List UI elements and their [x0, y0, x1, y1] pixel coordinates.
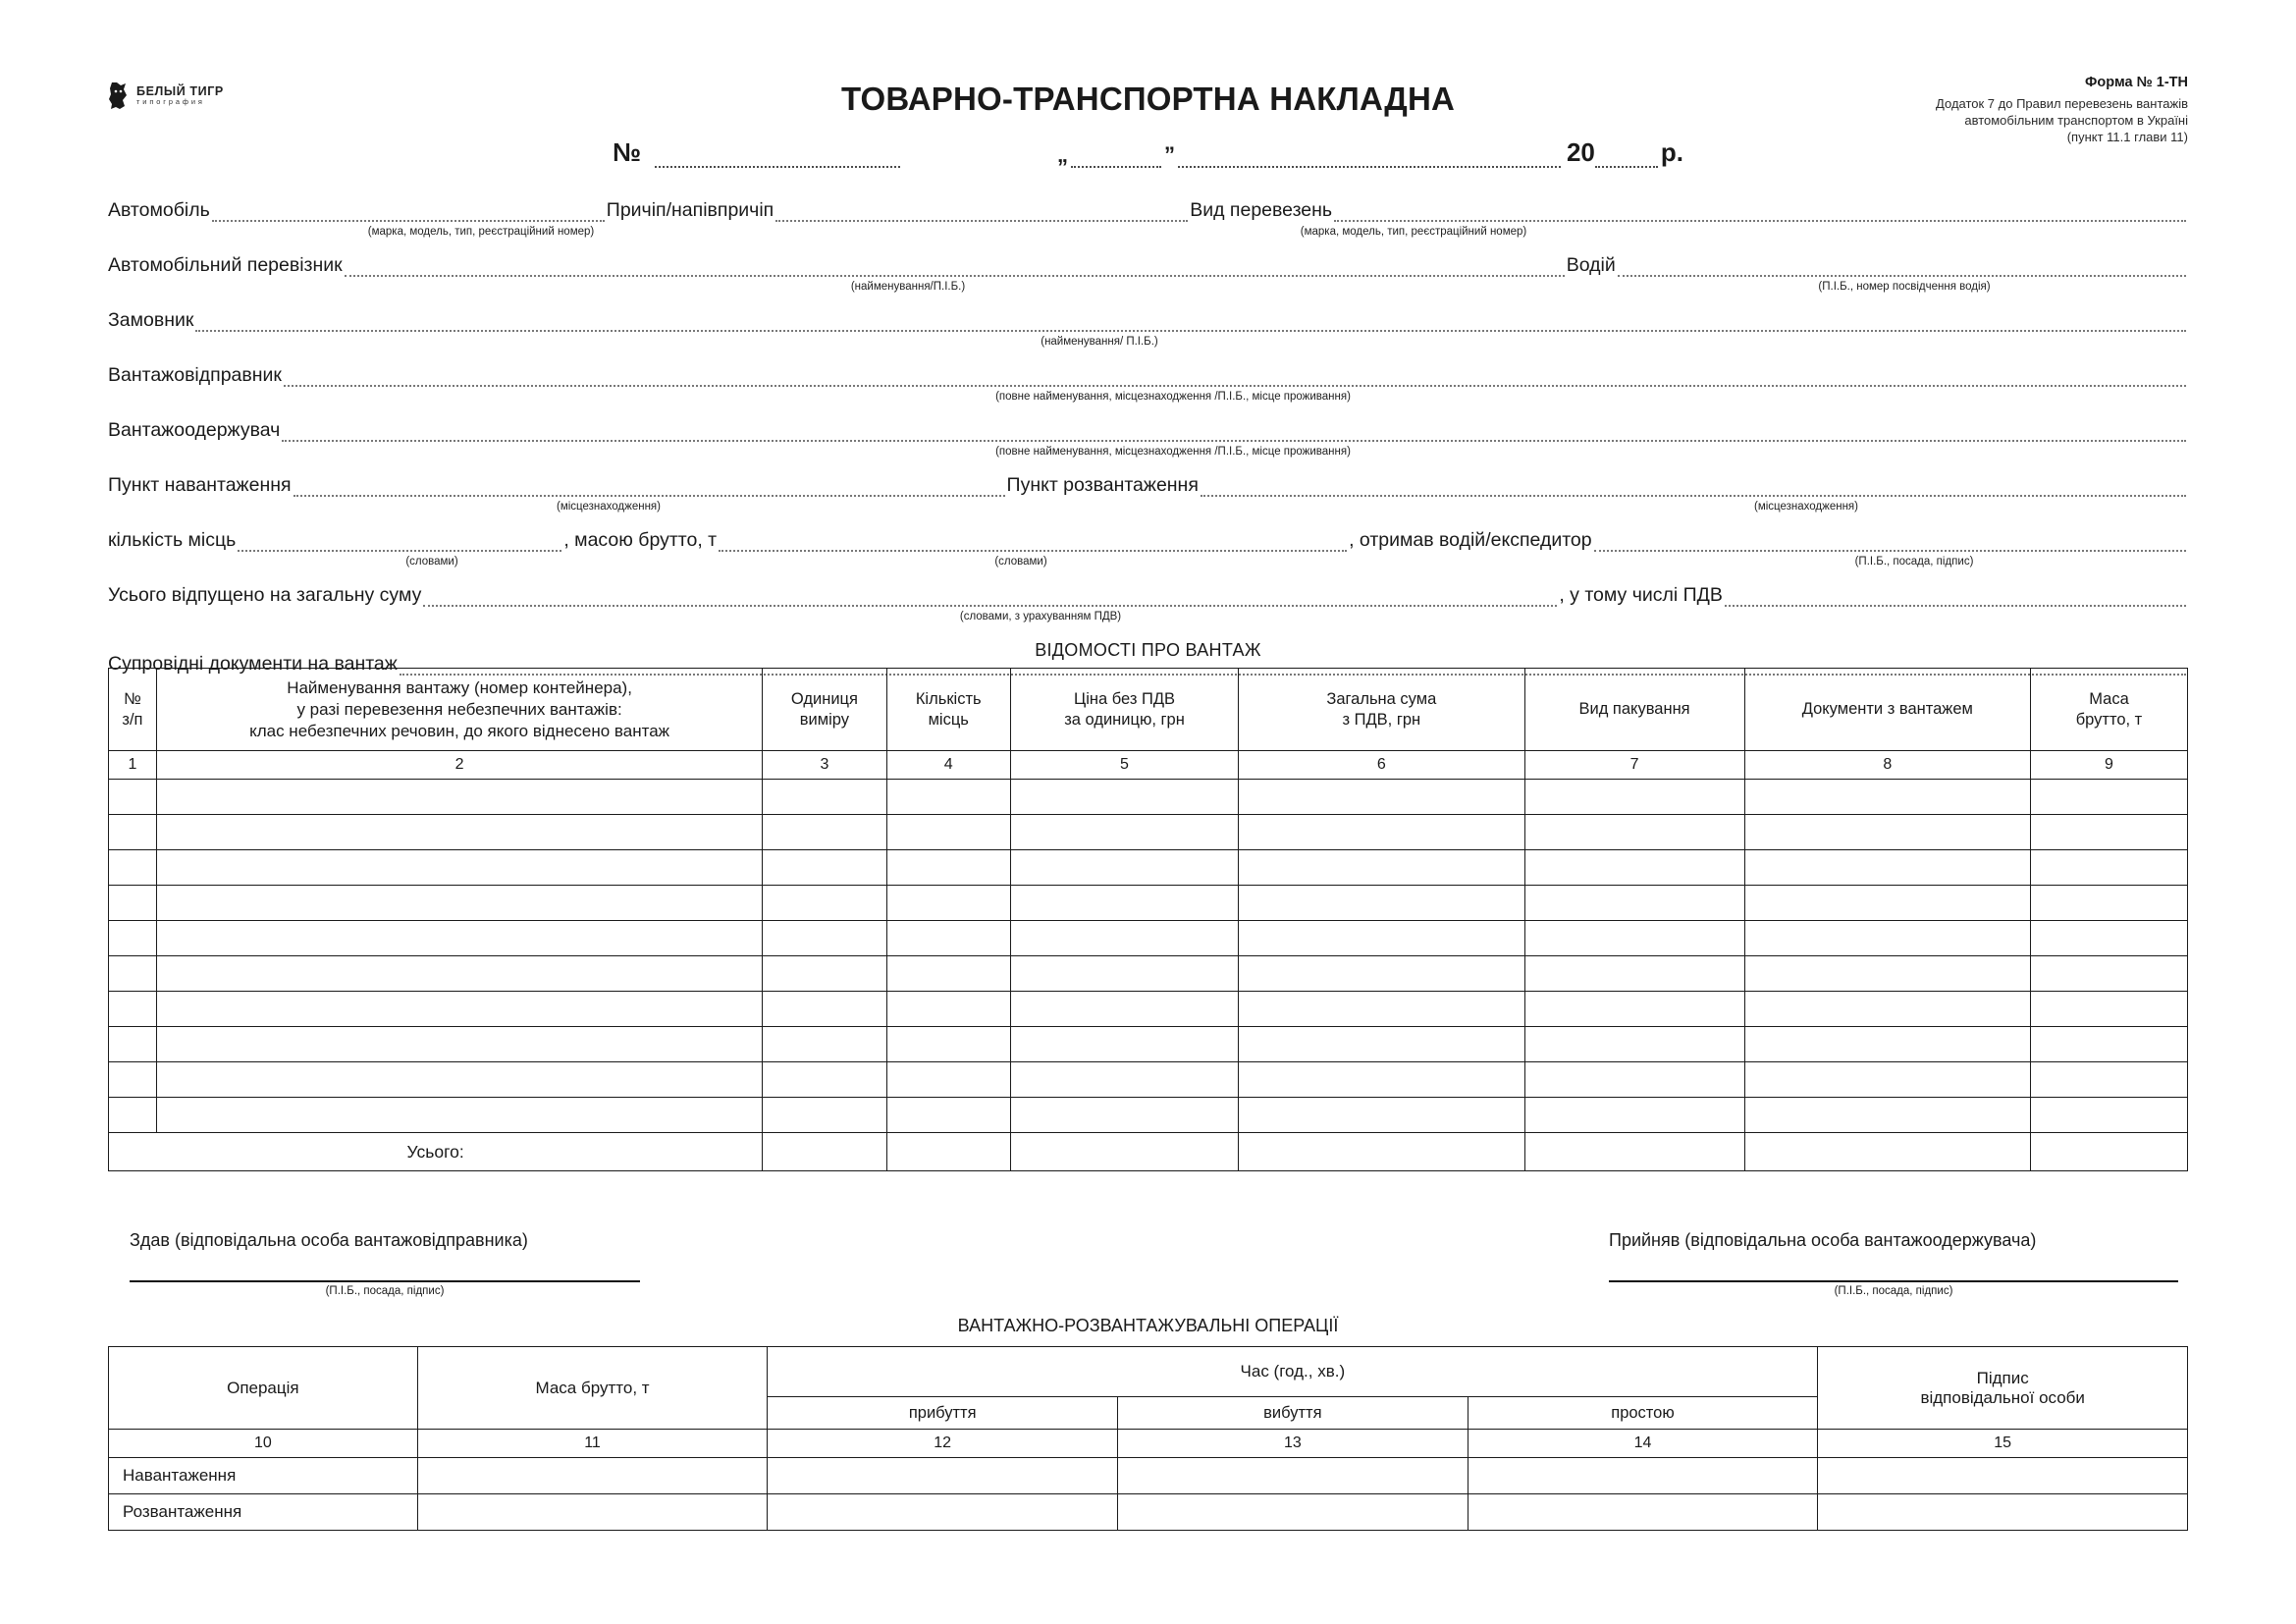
hints-places — [108, 556, 2188, 575]
cargo-cell[interactable] — [1010, 886, 1238, 921]
cargo-col-line-8b: брутто, т — [2075, 710, 2143, 729]
label-suprovidni: Супровідні документи на вантаж — [108, 652, 398, 675]
cargo-colnum-3: 3 — [763, 751, 886, 780]
ops-col-idle: простою — [1468, 1397, 1818, 1430]
input-vyd-perevezen[interactable] — [1334, 200, 2186, 222]
input-pdv[interactable] — [1725, 585, 2186, 607]
row-places — [108, 522, 2188, 552]
cargo-cell[interactable] — [1744, 886, 2030, 921]
ops-col-departure: вибуття — [1118, 1397, 1468, 1430]
cargo-table-row — [109, 780, 2188, 815]
cargo-cell[interactable] — [1010, 850, 1238, 886]
operations-cell[interactable] — [1118, 1458, 1468, 1494]
ops-colnum-11: 11 — [417, 1430, 768, 1458]
cargo-cell[interactable] — [763, 921, 886, 956]
cargo-cell[interactable] — [1524, 780, 1744, 815]
cargo-cell[interactable] — [763, 956, 886, 992]
cargo-col-line-4a: Ціна без ПДВ — [1074, 689, 1176, 708]
cargo-col-header-0 — [109, 669, 157, 751]
hint-misce-2: (місцезнаходження) — [1754, 501, 1858, 513]
operations-section — [108, 1346, 2188, 1531]
year-suffix: р. — [1660, 137, 1683, 167]
label-otrymav: , отримав водій/експедитор — [1349, 528, 1592, 551]
input-usoho-vidpushcheno[interactable] — [423, 585, 1557, 607]
cargo-cell[interactable] — [1010, 921, 1238, 956]
cargo-cell[interactable] — [1524, 956, 1744, 992]
cargo-colnum-5: 5 — [1010, 751, 1238, 780]
cargo-cell[interactable] — [1010, 992, 1238, 1027]
cargo-col-line-2b: виміру — [799, 710, 850, 729]
row-customer — [108, 302, 2188, 332]
cargo-table-row — [109, 992, 2188, 1027]
cargo-cell[interactable] — [886, 850, 1010, 886]
appendix-line-3: (пункт 11.1 глави 11) — [2066, 130, 2188, 145]
cargo-cell[interactable] — [2030, 850, 2187, 886]
cargo-colnum-9: 9 — [2030, 751, 2187, 780]
signature-label-handed-over: Здав (відповідальна особа вантажовідправника) — [130, 1230, 528, 1250]
hint-naimenuvannia-1: (найменування/П.І.Б.) — [850, 281, 966, 293]
cargo-cell[interactable] — [1524, 815, 1744, 850]
hint-slovamy-pdv: (словами, з урахуванням ПДВ) — [959, 611, 1122, 623]
hint-misce-1: (місцезнаходження) — [557, 501, 661, 513]
operations-table — [108, 1346, 2188, 1531]
cargo-table-row — [109, 1027, 2188, 1062]
form-fields — [108, 192, 2188, 679]
cargo-cell[interactable] — [156, 886, 762, 921]
cargo-col-line-5a: Загальна сума — [1326, 689, 1437, 708]
cargo-cell[interactable] — [156, 1098, 762, 1133]
cargo-cell[interactable] — [156, 1062, 762, 1098]
ops-colnum-13: 13 — [1118, 1430, 1468, 1458]
cargo-cell[interactable] — [109, 1098, 157, 1133]
hint-driver-license: (П.І.Б., номер посвідчення водія) — [1818, 281, 1991, 293]
cargo-cell[interactable] — [156, 815, 762, 850]
cargo-cell[interactable] — [1010, 1098, 1238, 1133]
cargo-cell[interactable] — [1239, 1027, 1524, 1062]
cargo-cell[interactable] — [1239, 992, 1524, 1027]
hints-total-sum — [108, 611, 2188, 630]
ops-signature-line-1: Підпис — [1976, 1368, 2029, 1387]
ops-colnum-14: 14 — [1468, 1430, 1818, 1458]
document-number-input[interactable] — [655, 142, 900, 168]
cargo-col-header-8 — [2030, 669, 2187, 751]
cargo-cell[interactable] — [156, 992, 762, 1027]
cargo-colnum-1: 1 — [109, 751, 157, 780]
month-input[interactable] — [1178, 146, 1561, 168]
label-u-tomu-chysli-pdv: , у тому числі ПДВ — [1559, 583, 1723, 606]
input-avtomobil[interactable] — [212, 200, 605, 222]
cargo-col-line-6a: Вид пакування — [1578, 700, 1690, 719]
operations-cell[interactable] — [768, 1494, 1118, 1531]
operations-cell[interactable] — [1818, 1494, 2188, 1531]
cargo-cell[interactable] — [1239, 815, 1524, 850]
operations-number-row — [109, 1430, 2188, 1458]
label-prychip: Причіп/напівпричіп — [606, 198, 774, 221]
cargo-cell[interactable] — [763, 1062, 886, 1098]
cargo-cell[interactable] — [1744, 1062, 2030, 1098]
day-input[interactable] — [1071, 146, 1161, 168]
hint-pib-posada-1: (П.І.Б., посада, підпис) — [1854, 556, 1974, 568]
cargo-header-row — [109, 669, 2188, 751]
cargo-cell[interactable] — [886, 815, 1010, 850]
label-perevisnyk: Автомобільний перевізник — [108, 253, 343, 276]
cargo-cell[interactable] — [1744, 956, 2030, 992]
cargo-cell[interactable] — [1524, 1027, 1744, 1062]
cargo-total-cell-7[interactable] — [1524, 1133, 1744, 1171]
label-vyd-perevezen: Вид перевезень — [1190, 198, 1333, 221]
cargo-cell[interactable] — [1744, 850, 2030, 886]
cargo-cell[interactable] — [2030, 886, 2187, 921]
ops-col-time-group: Час (год., хв.) — [768, 1347, 1818, 1397]
cargo-cell[interactable] — [109, 886, 157, 921]
label-punkt-rozvantazhennia: Пункт розвантаження — [1006, 473, 1199, 496]
cargo-cell[interactable] — [1239, 850, 1524, 886]
cargo-cell[interactable] — [763, 1098, 886, 1133]
cargo-col-header-1 — [156, 669, 762, 751]
cargo-cell[interactable] — [1744, 992, 2030, 1027]
ops-col-signature — [1818, 1347, 2188, 1430]
operations-header-row-1 — [109, 1347, 2188, 1397]
cargo-total-cell-6[interactable] — [1239, 1133, 1524, 1171]
cargo-col-line-0a: № — [124, 689, 141, 708]
operations-row-label: Навантаження — [109, 1458, 418, 1494]
appendix-line-1: Додаток 7 до Правил перевезень вантажів — [1936, 96, 2188, 111]
label-vantazhovidpravnyk: Вантажовідправник — [108, 363, 282, 386]
quote-open: „ — [1056, 142, 1068, 167]
ops-col-operation: Операція — [109, 1347, 418, 1430]
input-zamovnyk[interactable] — [195, 310, 2186, 332]
hint-marka-1: (марка, модель, тип, реєстраційний номер) — [367, 226, 595, 238]
label-punkt-navantazhennia: Пункт навантаження — [108, 473, 292, 496]
cargo-cell[interactable] — [2030, 1027, 2187, 1062]
cargo-cell[interactable] — [1744, 1098, 2030, 1133]
hint-slovamy-1: (словами) — [405, 556, 458, 568]
logo-company-name: БЕЛЫЙ ТИГР — [136, 83, 224, 98]
ops-colnum-12: 12 — [768, 1430, 1118, 1458]
cargo-col-line-3b: місць — [928, 710, 969, 729]
cargo-cell[interactable] — [886, 1027, 1010, 1062]
hint-povne-1: (повне найменування, місцезнаходження /П.І.Б., місце проживання) — [995, 391, 1351, 403]
cargo-colnum-4: 4 — [886, 751, 1010, 780]
cargo-cell[interactable] — [1010, 815, 1238, 850]
cargo-total-cell-4[interactable] — [886, 1133, 1010, 1171]
cargo-total-cell-5[interactable] — [1010, 1133, 1238, 1171]
cargo-cell[interactable] — [1744, 780, 2030, 815]
cargo-table-body — [109, 780, 2188, 1133]
cargo-cell[interactable] — [886, 1062, 1010, 1098]
cargo-table-row — [109, 886, 2188, 921]
row-points — [108, 467, 2188, 497]
cargo-colnum-2: 2 — [156, 751, 762, 780]
cargo-cell[interactable] — [763, 850, 886, 886]
cargo-cell[interactable] — [886, 1098, 1010, 1133]
cargo-cell[interactable] — [109, 956, 157, 992]
operations-section-title: ВАНТАЖНО-РОЗВАНТАЖУВАЛЬНІ ОПЕРАЦІЇ — [957, 1316, 1339, 1335]
cargo-colnum-6: 6 — [1239, 751, 1524, 780]
cargo-col-line-0b: з/п — [122, 710, 143, 729]
cargo-cell[interactable] — [886, 886, 1010, 921]
cargo-cell[interactable] — [886, 780, 1010, 815]
cargo-cell[interactable] — [763, 992, 886, 1027]
cargo-cell[interactable] — [2030, 992, 2187, 1027]
cargo-total-label: Усього: — [109, 1133, 763, 1171]
cargo-col-line-1b: у разі перевезення небезпечних вантажів: — [296, 699, 622, 719]
appendix-line-2: автомобільним транспортом в Україні — [1964, 113, 2188, 129]
cargo-cell[interactable] — [156, 921, 762, 956]
cargo-cell[interactable] — [1524, 850, 1744, 886]
operations-cell[interactable] — [417, 1494, 768, 1531]
operations-cell[interactable] — [1818, 1458, 2188, 1494]
cargo-col-header-3 — [886, 669, 1010, 751]
page-title: ТОВАРНО-ТРАНСПОРТНА НАКЛАДНА — [840, 81, 1456, 117]
input-kilkist-misc[interactable] — [238, 530, 561, 552]
cargo-cell[interactable] — [156, 780, 762, 815]
form-number: Форма № 1-ТН — [2085, 75, 2188, 90]
cargo-col-header-2 — [763, 669, 886, 751]
input-punkt-rozvantazhennia[interactable] — [1201, 475, 2186, 497]
cargo-cell[interactable] — [1010, 1027, 1238, 1062]
hints-points — [108, 501, 2188, 520]
hint-naimenuvannia-2: (найменування/ П.І.Б.) — [1041, 336, 1158, 348]
cargo-cell[interactable] — [2030, 956, 2187, 992]
ops-col-mass: Маса брутто, т — [417, 1347, 768, 1430]
label-avtomobil: Автомобіль — [108, 198, 210, 221]
cargo-total-cell-8[interactable] — [1744, 1133, 2030, 1171]
cargo-cell[interactable] — [1239, 956, 1524, 992]
cargo-cell[interactable] — [1744, 1027, 2030, 1062]
cargo-cell[interactable] — [1010, 1062, 1238, 1098]
cargo-col-line-1c: клас небезпечних речовин, до якого віднесено вантаж — [249, 721, 670, 740]
operations-table-row — [109, 1458, 2188, 1494]
input-punkt-navantazhennia[interactable] — [294, 475, 1005, 497]
cargo-cell[interactable] — [763, 780, 886, 815]
cargo-col-line-1a: Найменування вантажу (номер контейнера), — [287, 678, 632, 697]
operations-cell[interactable] — [1468, 1494, 1818, 1531]
cargo-cell[interactable] — [109, 780, 157, 815]
label-kilkist-misc: кількість місць — [108, 528, 237, 551]
cargo-cell[interactable] — [109, 1027, 157, 1062]
cargo-cell[interactable] — [109, 1062, 157, 1098]
row-consignor — [108, 357, 2188, 387]
input-prychip[interactable] — [775, 200, 1188, 222]
signature-hint-handed-over: (П.І.Б., посада, підпис) — [325, 1285, 445, 1297]
cargo-table-row — [109, 850, 2188, 886]
cargo-cell[interactable] — [1524, 992, 1744, 1027]
ops-colnum-15: 15 — [1818, 1430, 2188, 1458]
cargo-table — [108, 668, 2188, 1171]
cargo-col-line-5b: з ПДВ, грн — [1342, 710, 1421, 729]
cargo-col-line-2a: Одиниця — [790, 689, 858, 708]
cargo-col-header-6 — [1524, 669, 1744, 751]
cargo-section-title: ВІДОМОСТІ ПРО ВАНТАЖ — [1035, 640, 1261, 660]
operations-table-row — [109, 1494, 2188, 1531]
signature-line-accepted[interactable] — [1609, 1280, 2178, 1282]
cargo-cell[interactable] — [156, 850, 762, 886]
cargo-col-line-8a: Маса — [2089, 689, 2129, 708]
signature-line-handed-over[interactable] — [130, 1280, 640, 1282]
hints-carrier — [108, 281, 2188, 300]
signature-hint-accepted: (П.І.Б., посада, підпис) — [1834, 1285, 1953, 1297]
cargo-table-row — [109, 1062, 2188, 1098]
cargo-colnum-7: 7 — [1524, 751, 1744, 780]
ops-colnum-10: 10 — [109, 1430, 418, 1458]
cargo-cell[interactable] — [109, 921, 157, 956]
cargo-cell[interactable] — [1524, 886, 1744, 921]
cargo-cell[interactable] — [763, 815, 886, 850]
cargo-section — [108, 640, 2188, 1171]
hint-slovamy-2: (словами) — [994, 556, 1047, 568]
label-zamovnyk: Замовник — [108, 308, 194, 331]
operations-row-label: Розвантаження — [109, 1494, 418, 1531]
cargo-cell[interactable] — [1524, 1098, 1744, 1133]
cargo-table-row — [109, 921, 2188, 956]
cargo-cell[interactable] — [886, 992, 1010, 1027]
year-prefix: 20 — [1566, 137, 1595, 167]
cargo-cell[interactable] — [1239, 780, 1524, 815]
input-vodiy[interactable] — [1618, 255, 2186, 277]
year-input[interactable] — [1595, 146, 1658, 168]
signature-block-handed-over — [130, 1230, 699, 1297]
cargo-cell[interactable] — [1010, 780, 1238, 815]
cargo-cell[interactable] — [1744, 815, 2030, 850]
operations-cell[interactable] — [1468, 1458, 1818, 1494]
operations-table-body — [109, 1458, 2188, 1531]
row-carrier — [108, 247, 2188, 277]
input-masoyu-brutto[interactable] — [719, 530, 1347, 552]
cargo-cell[interactable] — [1524, 921, 1744, 956]
input-vantazhooderzhuvach[interactable] — [282, 420, 2186, 442]
cargo-cell[interactable] — [1239, 1098, 1524, 1133]
cargo-col-header-4 — [1010, 669, 1238, 751]
cargo-cell[interactable] — [763, 886, 886, 921]
label-vantazhooderzhuvach: Вантажоодержувач — [108, 418, 281, 441]
hints-consignor — [108, 391, 2188, 410]
row-vehicle — [108, 192, 2188, 222]
cargo-cell[interactable] — [1010, 956, 1238, 992]
signature-block-accepted — [1609, 1230, 2178, 1297]
cargo-cell[interactable] — [886, 956, 1010, 992]
form-meta — [1776, 75, 2188, 145]
cargo-cell[interactable] — [2030, 815, 2187, 850]
signature-label-accepted: Прийняв (відповідальна особа вантажоодержувача) — [1609, 1230, 2037, 1250]
cargo-col-header-7 — [1744, 669, 2030, 751]
logo-subtitle: типография — [136, 97, 205, 107]
cargo-total-row — [109, 1133, 2188, 1171]
label-usoho-vidpushcheno: Усього відпущено на загальну суму — [108, 583, 422, 606]
cargo-cell[interactable] — [1239, 1062, 1524, 1098]
cargo-cell[interactable] — [156, 956, 762, 992]
cargo-cell[interactable] — [886, 921, 1010, 956]
cargo-colnum-8: 8 — [1744, 751, 2030, 780]
cargo-cell[interactable] — [1524, 1062, 1744, 1098]
label-vodiy: Водій — [1566, 253, 1616, 276]
hint-marka-2: (марка, модель, тип, реєстраційний номер) — [1300, 226, 1527, 238]
cargo-table-row — [109, 1098, 2188, 1133]
row-total-sum — [108, 577, 2188, 607]
cargo-cell[interactable] — [1239, 921, 1524, 956]
hints-consignee — [108, 446, 2188, 465]
cargo-table-row — [109, 956, 2188, 992]
cargo-cell[interactable] — [109, 815, 157, 850]
ops-col-arrival: прибуття — [768, 1397, 1118, 1430]
cargo-cell[interactable] — [2030, 1062, 2187, 1098]
hints-customer — [108, 336, 2188, 355]
input-vantazhovidpravnyk[interactable] — [284, 365, 2186, 387]
cargo-col-header-5 — [1239, 669, 1524, 751]
operations-cell[interactable] — [768, 1458, 1118, 1494]
operations-cell[interactable] — [1118, 1494, 1468, 1531]
cargo-number-row — [109, 751, 2188, 780]
cargo-cell[interactable] — [2030, 780, 2187, 815]
cargo-col-line-7a: Документи з вантажем — [1801, 700, 1973, 719]
input-otrymav[interactable] — [1594, 530, 2186, 552]
cargo-table-row — [109, 815, 2188, 850]
hints-vehicle — [108, 226, 2188, 245]
cargo-col-line-4b: за одиницю, грн — [1064, 710, 1185, 729]
cargo-cell[interactable] — [763, 1027, 886, 1062]
cargo-col-line-3a: Кількість — [915, 689, 982, 708]
number-symbol: № — [612, 137, 641, 167]
cargo-total-cell-9[interactable] — [2030, 1133, 2187, 1171]
cargo-cell[interactable] — [109, 850, 157, 886]
cargo-cell[interactable] — [109, 992, 157, 1027]
cargo-cell[interactable] — [156, 1027, 762, 1062]
ops-signature-line-2: відповідальної особи — [1920, 1387, 2085, 1407]
hint-povne-2: (повне найменування, місцезнаходження /П.І.Б., місце проживання) — [995, 446, 1351, 458]
operations-cell[interactable] — [417, 1458, 768, 1494]
quote-close: ” — [1163, 142, 1175, 167]
cargo-total-cell-3[interactable] — [763, 1133, 886, 1171]
label-masoyu-brutto: , масою брутто, т — [563, 528, 718, 551]
cargo-cell[interactable] — [2030, 1098, 2187, 1133]
cargo-cell[interactable] — [1744, 921, 2030, 956]
input-perevisnyk[interactable] — [345, 255, 1565, 277]
row-consignee — [108, 412, 2188, 442]
cargo-cell[interactable] — [2030, 921, 2187, 956]
cargo-cell[interactable] — [1239, 886, 1524, 921]
document-number-date-line — [0, 137, 2296, 168]
